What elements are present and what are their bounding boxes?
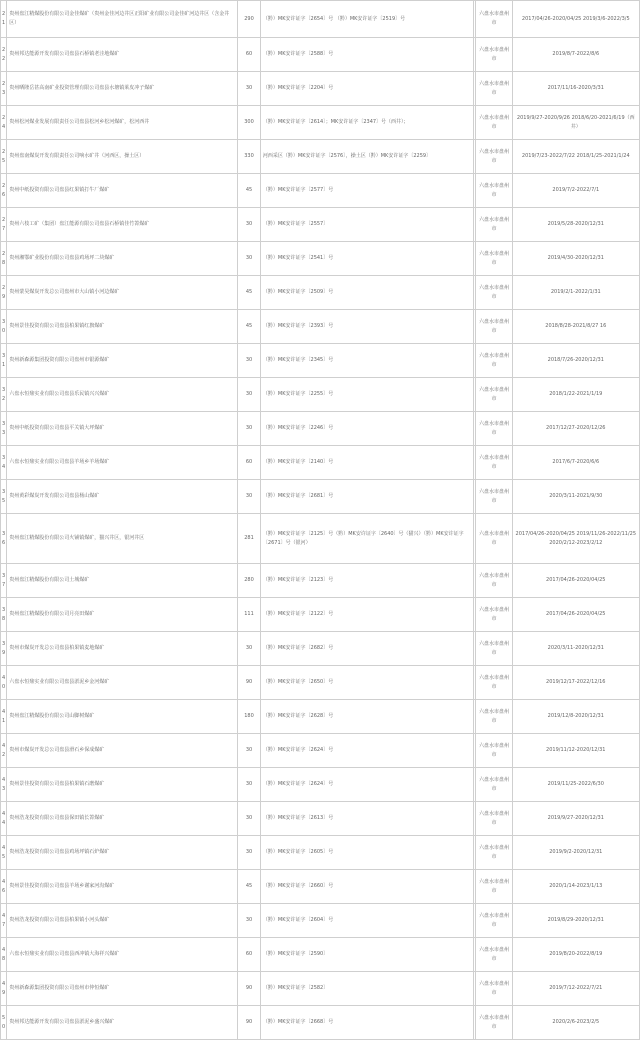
table-row [1, 310, 640, 344]
row-number: 28 [1, 242, 7, 276]
capacity: 30 [238, 802, 261, 836]
authority: 六盘水市盘州市 [476, 836, 512, 870]
validity-period: 2018/7/26-2020/12/31 [512, 344, 639, 378]
capacity: 60 [238, 446, 261, 480]
mine-name: 六盘水恒鼎实业有限公司盘县羊场乡羊场煤矿 [7, 446, 238, 480]
mine-name: 贵州景佳投资有限公司盘县羊场乡谢家河沟煤矿 [7, 870, 238, 904]
capacity: 290 [238, 1, 261, 38]
authority: 六盘水市盘州市 [476, 870, 512, 904]
mine-name: 贵州邦达能源开发有限公司盘县淤泥乡盛兴煤矿 [7, 1006, 238, 1040]
mine-name: 贵州湘鄂矿业股份有限公司盘县鸡场坪二块煤矿 [7, 242, 238, 276]
capacity: 45 [238, 870, 261, 904]
capacity: 300 [238, 106, 261, 140]
validity-period: 2019/4/30-2020/12/31 [512, 242, 639, 276]
row-number: 45 [1, 836, 7, 870]
license-number: （黔）MK安许证字〔2125〕号（黔）MK安许证字〔2640〕号（猫兴）（黔）MK安许证字〔2671〕号（银河） [260, 514, 473, 564]
validity-period: 2020/3/11-2020/12/31 [512, 632, 639, 666]
mine-name: 贵州新森源集团投资有限公司盘州市仲恒煤矿 [7, 972, 238, 1006]
capacity: 30 [238, 734, 261, 768]
table-row [1, 140, 640, 174]
capacity: 30 [238, 344, 261, 378]
table-row [1, 768, 640, 802]
validity-period: 2019/9/27-2020/12/31 [512, 802, 639, 836]
validity-period: 2019/7/12-2022/7/21 [512, 972, 639, 1006]
authority: 六盘水市盘州市 [476, 666, 512, 700]
mine-name: 贵州中纸投资有限公司盘县平关镇大坪煤矿 [7, 412, 238, 446]
table-row [1, 1006, 640, 1040]
table-row [1, 514, 640, 564]
row-number: 22 [1, 38, 7, 72]
row-number: 24 [1, 106, 7, 140]
row-number: 41 [1, 700, 7, 734]
table-row [1, 344, 640, 378]
authority: 六盘水市盘州市 [476, 564, 512, 598]
row-number: 34 [1, 446, 7, 480]
row-number: 42 [1, 734, 7, 768]
capacity: 30 [238, 480, 261, 514]
mine-name: 贵州盘江精煤股份有限公司火铺镇煤矿，猫兴井区，银河井区 [7, 514, 238, 564]
row-number: 49 [1, 972, 7, 1006]
table-row [1, 276, 640, 310]
license-number: （黔）MK安许证字〔2624〕号 [260, 734, 473, 768]
table-body [1, 1, 640, 1040]
mine-name: 贵州浩龙投资有限公司盘县柏果镇小河头煤矿 [7, 904, 238, 938]
capacity: 45 [238, 310, 261, 344]
capacity: 30 [238, 72, 261, 106]
authority: 六盘水市盘州市 [476, 768, 512, 802]
license-number: （黔）MK安许证字〔2509〕号 [260, 276, 473, 310]
validity-period: 2020/2/6-2023/2/5 [512, 1006, 639, 1040]
license-number: （黔）MK安许证字〔2246〕号 [260, 412, 473, 446]
table-row [1, 72, 640, 106]
authority: 六盘水市盘州市 [476, 208, 512, 242]
table-row [1, 1, 640, 38]
validity-period: 2019/11/12-2020/12/31 [512, 734, 639, 768]
validity-period: 2019/8/29-2020/12/31 [512, 904, 639, 938]
table-row [1, 836, 640, 870]
license-number: （黔）MK安许证字〔2628〕号 [260, 700, 473, 734]
validity-period: 2017/04/26-2020/04/25 [512, 598, 639, 632]
row-number: 21 [1, 1, 7, 38]
license-number: （黔）MK安许证字〔2604〕号 [260, 904, 473, 938]
table-row [1, 870, 640, 904]
validity-period: 2020/1/14-2023/1/13 [512, 870, 639, 904]
row-number: 39 [1, 632, 7, 666]
authority: 六盘水市盘州市 [476, 1, 512, 38]
license-number: （黔）MK安许证字〔2660〕号 [260, 870, 473, 904]
row-number: 46 [1, 870, 7, 904]
license-number: （黔）MK安许证字〔2577〕号 [260, 174, 473, 208]
authority: 六盘水市盘州市 [476, 38, 512, 72]
table-row [1, 734, 640, 768]
row-number: 44 [1, 802, 7, 836]
mine-name: 贵州浩龙投资有限公司盘县保田镇长箐煤矿 [7, 802, 238, 836]
capacity: 45 [238, 174, 261, 208]
capacity: 30 [238, 836, 261, 870]
row-number: 48 [1, 938, 7, 972]
row-number: 47 [1, 904, 7, 938]
license-number: （黔）MK安许证字〔2614〕；MK安许证字〔2347〕号（西井）； [260, 106, 473, 140]
row-number: 26 [1, 174, 7, 208]
validity-period: 2019/9/2-2020/12/31 [512, 836, 639, 870]
row-number: 31 [1, 344, 7, 378]
license-number: （黔）MK安许证字〔2140〕号 [260, 446, 473, 480]
license-number: （黔）MK安许证字〔2557〕 [260, 208, 473, 242]
mine-name: 贵州新森源集团投资有限公司盘州市银源煤矿 [7, 344, 238, 378]
validity-period: 2019/7/23-2022/7/22 2018/1/25-2021/1/24 [512, 140, 639, 174]
table-row [1, 598, 640, 632]
validity-period: 2017/04/26-2020/04/25 2019/11/26-2022/11/25 2020/2/12-2023/2/12 [512, 514, 639, 564]
license-number: （黔）MK安许证字〔2582〕 [260, 972, 473, 1006]
capacity: 30 [238, 768, 261, 802]
row-number: 33 [1, 412, 7, 446]
table-row [1, 904, 640, 938]
table-row [1, 174, 640, 208]
license-number: （黔）MK安许证字〔2588〕号 [260, 38, 473, 72]
capacity: 180 [238, 700, 261, 734]
capacity: 281 [238, 514, 261, 564]
authority: 六盘水市盘州市 [476, 446, 512, 480]
license-number: （黔）MK安许证字〔2204〕号 [260, 72, 473, 106]
table-row [1, 666, 640, 700]
capacity: 60 [238, 938, 261, 972]
mine-name: 贵州盘江精煤股份有限公司土城煤矿 [7, 564, 238, 598]
mine-name: 贵州盘南煤炭开发有限责任公司响水矿井（河西区，操土区） [7, 140, 238, 174]
row-number: 36 [1, 514, 7, 564]
capacity: 45 [238, 276, 261, 310]
table-row [1, 564, 640, 598]
mine-name: 贵州黄彩煤炭开发有限公司盘县杨山煤矿 [7, 480, 238, 514]
mine-name: 贵州市煤炭开发总公司盘县滑石乡保成煤矿 [7, 734, 238, 768]
license-number: （黔）MK安许证字〔2345〕号 [260, 344, 473, 378]
table-row [1, 480, 640, 514]
authority: 六盘水市盘州市 [476, 310, 512, 344]
authority: 六盘水市盘州市 [476, 276, 512, 310]
validity-period: 2019/7/2-2022/7/1 [512, 174, 639, 208]
table-row [1, 242, 640, 276]
license-number: （黔）MK安许证字〔2613〕号 [260, 802, 473, 836]
validity-period: 2018/1/22-2021/1/19 [512, 378, 639, 412]
authority: 六盘水市盘州市 [476, 598, 512, 632]
row-number: 50 [1, 1006, 7, 1040]
validity-period: 2017/04/26-2020/04/25 [512, 564, 639, 598]
authority: 六盘水市盘州市 [476, 72, 512, 106]
table-row [1, 106, 640, 140]
license-number: （黔）MK安许证字〔2624〕号 [260, 768, 473, 802]
capacity: 330 [238, 140, 261, 174]
row-number: 40 [1, 666, 7, 700]
license-number: （黔）MK安许证字〔2541〕号 [260, 242, 473, 276]
capacity: 111 [238, 598, 261, 632]
capacity: 30 [238, 208, 261, 242]
mine-name: 贵州盘江精煤股份有限公司月亮田煤矿 [7, 598, 238, 632]
mine-name: 贵州市煤炭开发总公司盘县柏果镇麦地煤矿 [7, 632, 238, 666]
validity-period: 2019/8/20-2022/8/19 [512, 938, 639, 972]
row-number: 35 [1, 480, 7, 514]
license-number: （黔）MK安许证字〔2590〕 [260, 938, 473, 972]
validity-period: 2019/8/7-2022/8/6 [512, 38, 639, 72]
authority: 六盘水市盘州市 [476, 700, 512, 734]
table-row [1, 208, 640, 242]
license-number: （黔）MK安许证字〔2605〕号 [260, 836, 473, 870]
row-number: 38 [1, 598, 7, 632]
authority: 六盘水市盘州市 [476, 378, 512, 412]
license-number: （黔）MK安许证字〔2255〕号 [260, 378, 473, 412]
capacity: 90 [238, 666, 261, 700]
authority: 六盘水市盘州市 [476, 1006, 512, 1040]
license-number: （黔）MK安许证字〔2393〕号 [260, 310, 473, 344]
mine-name: 贵州盘江精煤股份有限公司山脚树煤矿 [7, 700, 238, 734]
validity-period: 2017/6/7-2020/6/6 [512, 446, 639, 480]
capacity: 30 [238, 632, 261, 666]
mine-name: 贵州松河煤业发展有限责任公司盘县松河乡松河煤矿，松河西井 [7, 106, 238, 140]
table-row [1, 378, 640, 412]
row-number: 25 [1, 140, 7, 174]
mine-name: 贵州蒙昊煤炭开发总公司盘州市大山镇小河边煤矿 [7, 276, 238, 310]
license-number: （黔）MK安许证字〔2123〕号 [260, 564, 473, 598]
authority: 六盘水市盘州市 [476, 140, 512, 174]
mine-name: 贵州盘江精煤股份有限公司金佳煤矿（贵州金佳河边井区正阳矿业有限公司金佳矿河边井区（含金井区） [7, 1, 238, 38]
authority: 六盘水市盘州市 [476, 972, 512, 1006]
validity-period: 2019/12/8-2020/12/31 [512, 700, 639, 734]
authority: 六盘水市盘州市 [476, 632, 512, 666]
license-number: （黔）MK安许证字〔2681〕号 [260, 480, 473, 514]
table-row [1, 938, 640, 972]
row-number: 27 [1, 208, 7, 242]
capacity: 90 [238, 1006, 261, 1040]
authority: 六盘水市盘州市 [476, 802, 512, 836]
license-number: （黔）MK安许证字〔2682〕号 [260, 632, 473, 666]
mine-name: 贵州景佳投资有限公司盘县柏果镇红旗煤矿 [7, 310, 238, 344]
capacity: 60 [238, 38, 261, 72]
validity-period: 2019/11/25-2022/6/30 [512, 768, 639, 802]
capacity: 30 [238, 242, 261, 276]
mine-name: 六盘水恒鼎实业有限公司盘县淤泥乡金河煤矿 [7, 666, 238, 700]
validity-period: 2019/5/28-2020/12/31 [512, 208, 639, 242]
authority: 六盘水市盘州市 [476, 344, 512, 378]
validity-period: 2018/8/28-2021/8/27 16 [512, 310, 639, 344]
authority: 六盘水市盘州市 [476, 514, 512, 564]
mine-name: 贵州晒隆岳甚高南矿业投资管理有限公司盘县水塘镇莱皮冲子煤矿 [7, 72, 238, 106]
validity-period: 2019/2/1-2022/1/31 [512, 276, 639, 310]
mine-name: 贵州中纸投资有限公司盘县红果镇打牛厂煤矿 [7, 174, 238, 208]
authority: 六盘水市盘州市 [476, 734, 512, 768]
table-row [1, 972, 640, 1006]
capacity: 30 [238, 904, 261, 938]
license-number: （黔）MK安许证字〔2654〕号 （黔）MK安许证字〔2519〕号 [260, 1, 473, 38]
table-row [1, 38, 640, 72]
mine-name: 贵州景佳投资有限公司盘县柏果镇石磨煤矿 [7, 768, 238, 802]
mine-name: 六盘水恒鼎实业有限公司盘县乐民镇兴兴煤矿 [7, 378, 238, 412]
table-row [1, 412, 640, 446]
authority: 六盘水市盘州市 [476, 106, 512, 140]
license-number: （黔）MK安许证字〔2668〕号 [260, 1006, 473, 1040]
row-number: 29 [1, 276, 7, 310]
capacity: 30 [238, 412, 261, 446]
license-number: 河西采区（黔）MK安许证字〔2576〕，操土区（黔）MK安许证字〔2259〕 [260, 140, 473, 174]
row-number: 37 [1, 564, 7, 598]
table-row [1, 446, 640, 480]
row-number: 30 [1, 310, 7, 344]
capacity: 280 [238, 564, 261, 598]
validity-period: 2017/11/16-2020/3/31 [512, 72, 639, 106]
capacity: 90 [238, 972, 261, 1006]
license-number: （黔）MK安许证字〔2650〕号 [260, 666, 473, 700]
validity-period: 2019/12/17-2022/12/16 [512, 666, 639, 700]
validity-period: 2017/12/27-2020/12/26 [512, 412, 639, 446]
table-row [1, 700, 640, 734]
validity-period: 2017/04/26-2020/04/25 2019/3/6-2022/3/5 [512, 1, 639, 38]
authority: 六盘水市盘州市 [476, 412, 512, 446]
mine-name: 贵州邦达能源开发有限公司盘县石桥镇老洼地煤矿 [7, 38, 238, 72]
authority: 六盘水市盘州市 [476, 174, 512, 208]
license-number: （黔）MK安许证字〔2122〕号 [260, 598, 473, 632]
mine-name: 贵州浩龙投资有限公司盘县鸡场坪镇石炉煤矿 [7, 836, 238, 870]
authority: 六盘水市盘州市 [476, 480, 512, 514]
row-number: 43 [1, 768, 7, 802]
row-number: 32 [1, 378, 7, 412]
table-row [1, 802, 640, 836]
mine-name: 六盘水恒鼎实业有限公司盘县西冲镇大海祥兴煤矿 [7, 938, 238, 972]
capacity: 30 [238, 378, 261, 412]
authority: 六盘水市盘州市 [476, 938, 512, 972]
table-row [1, 632, 640, 666]
validity-period: 2020/3/11-2021/9/30 [512, 480, 639, 514]
validity-period: 2019/9/27-2020/9/26 2018/6/20-2021/6/19（西井） [512, 106, 639, 140]
authority: 六盘水市盘州市 [476, 242, 512, 276]
row-number: 23 [1, 72, 7, 106]
authority: 六盘水市盘州市 [476, 904, 512, 938]
mine-name: 贵州六枝工矿（集团）盘江能源有限公司盘县石桥镇佳竹箐煤矿 [7, 208, 238, 242]
